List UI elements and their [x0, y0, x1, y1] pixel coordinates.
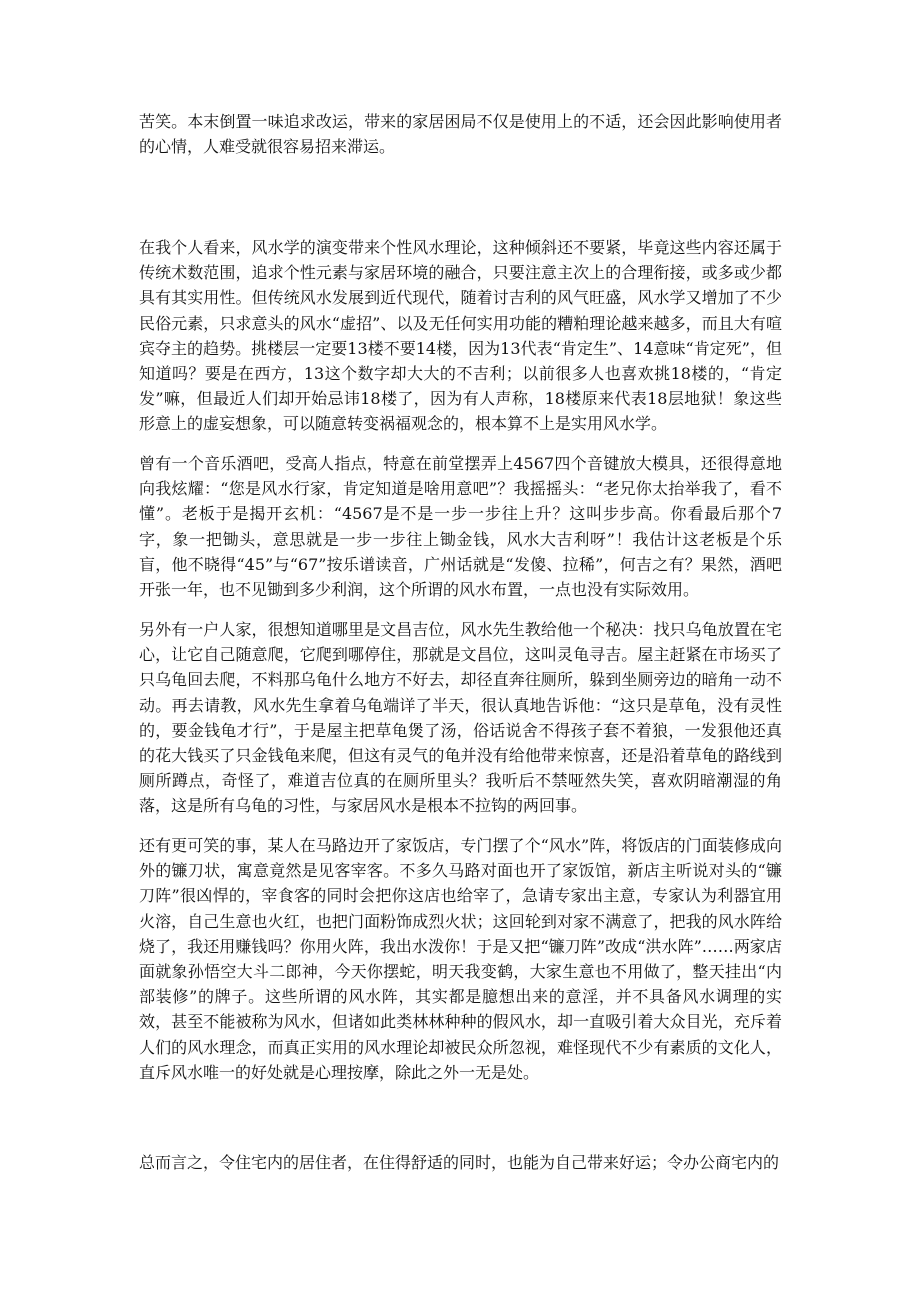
paragraph-conclusion: 总而言之，令住宅内的居住者，在住得舒适的同时，也能为自己带来好运；令办公商宅内的 — [139, 1153, 780, 1172]
paragraph-personal-view: 在我个人看来，风水学的演变带来个性风水理论，这种倾斜还不要紧，毕竟这些内容还属于传统术数范围，追求个性元素与家居环境的融合，只要注意主次上的合理衔接，或多或少都具有其实用性。但传统风水发展到近代现代，随着讨吉利的风气旺盛，风水学又增加了不少民俗元素，只求意头的风水“虚招”、以及无任何实用功能的糟粕理论越来越多，而且大有喧宾夺主的趋势。挑楼层一定要13楼不要14楼，因为13代表“肯定生”、14意味“肯定死”，但知道吗？要是在西方，13这个数字却大大的不吉利；以前很多人也喜欢挑18楼的，“肯定发”嘛，但最近人们却开始忌讳18楼了，因为有人声称，18楼原来代表18层地狱！象这些形意上的虚妄想象，可以随意转变祸福观念的，根本算不上是实用风水学。 — [139, 238, 782, 434]
paragraph-turtle-story: 另外有一户人家，很想知道哪里是文昌吉位，风水先生教给他一个秘决：找只乌龟放置在宅心，让它自己随意爬，它爬到哪停住，那就是文昌位，这叫灵龟寻吉。屋主赶紧在市场买了只乌龟回去爬，不料那乌龟什么地方不好去，却径直奔往厕所，躲到坐厕旁边的暗角一动不动。再去请教，风水先生拿着乌龟端详了半天，很认真地告诉他：“这只是草龟，没有灵性的，要金钱龟才行”，于是屋主把草龟煲了汤，俗话说舍不得孩子套不着狼，一发狠他还真的花大钱买了只金钱龟来爬，但这有灵气的龟并没有给他带来惊喜，还是沿着草龟的路线到厕所蹲点，奇怪了，难道吉位真的在厕所里头？我听后不禁哑然失笑，喜欢阴暗潮湿的角落，这是所有乌龟的习性，与家居风水是根本不拉钩的两回事。 — [139, 620, 782, 816]
paragraph-restaurant-story: 还有更可笑的事，某人在马路边开了家饭店，专门摆了个“风水”阵，将饭店的门面装修成向外的镰刀状，寓意竟然是见客宰客。不多久马路对面也开了家饭馆，新店主听说对头的“镰刀阵”很凶悍的，宰食客的同时会把你这店也给宰了，急请专家出主意，专家认为利器宜用火溶，自己生意也火红，也把门面粉饰成烈火状；这回轮到对家不满意了，把我的风水阵给烧了，我还用赚钱吗？你用火阵，我出水泼你！于是又把“镰刀阵”改成“洪水阵”……两家店面就象孙悟空大斗二郎神，今天你摆蛇，明天我变鹤，大家生意也不用做了，整天挂出“内部装修”的牌子。这些所谓的风水阵，其实都是臆想出来的意淫，并不具备风水调理的实效，甚至不能被称为风水，但诸如此类林林种种的假风水，却一直吸引着大众目光，充斥着人们的风水理念，而真正实用的风水理论却被民众所忽视，难怪现代不少有素质的文化人，直斥风水唯一的好处就是心理按摩，除此之外一无是处。 — [139, 836, 782, 1082]
paragraph-closing-remark: 苦笑。本末倒置一味追求改运，带来的家居困局不仅是使用上的不适，还会因此影响使用者的心情，人难受就很容易招来滞运。 — [139, 112, 782, 157]
paragraph-music-bar: 曾有一个音乐酒吧，受高人指点，特意在前堂摆弄上4567四个音键放大模具，还很得意地向我炫耀：“您是风水行家，肯定知道是啥用意吧”？我摇摇头：“老兄你太抬举我了，看不懂”。老板于是揭开玄机：“4567是不是一步一步往上升？这叫步步高。你看最后那个7字，象一把锄头，意思就是一步一步往上锄金钱，风水大吉利呀”！我估计这老板是个乐盲，他不晓得“45”与“67”按乐谱读音，广州话就是“发傻、拉稀”，何吉之有？果然，酒吧开张一年，也不见锄到多少利润，这个所谓的风水布置，一点也没有实际效用。 — [139, 454, 782, 600]
